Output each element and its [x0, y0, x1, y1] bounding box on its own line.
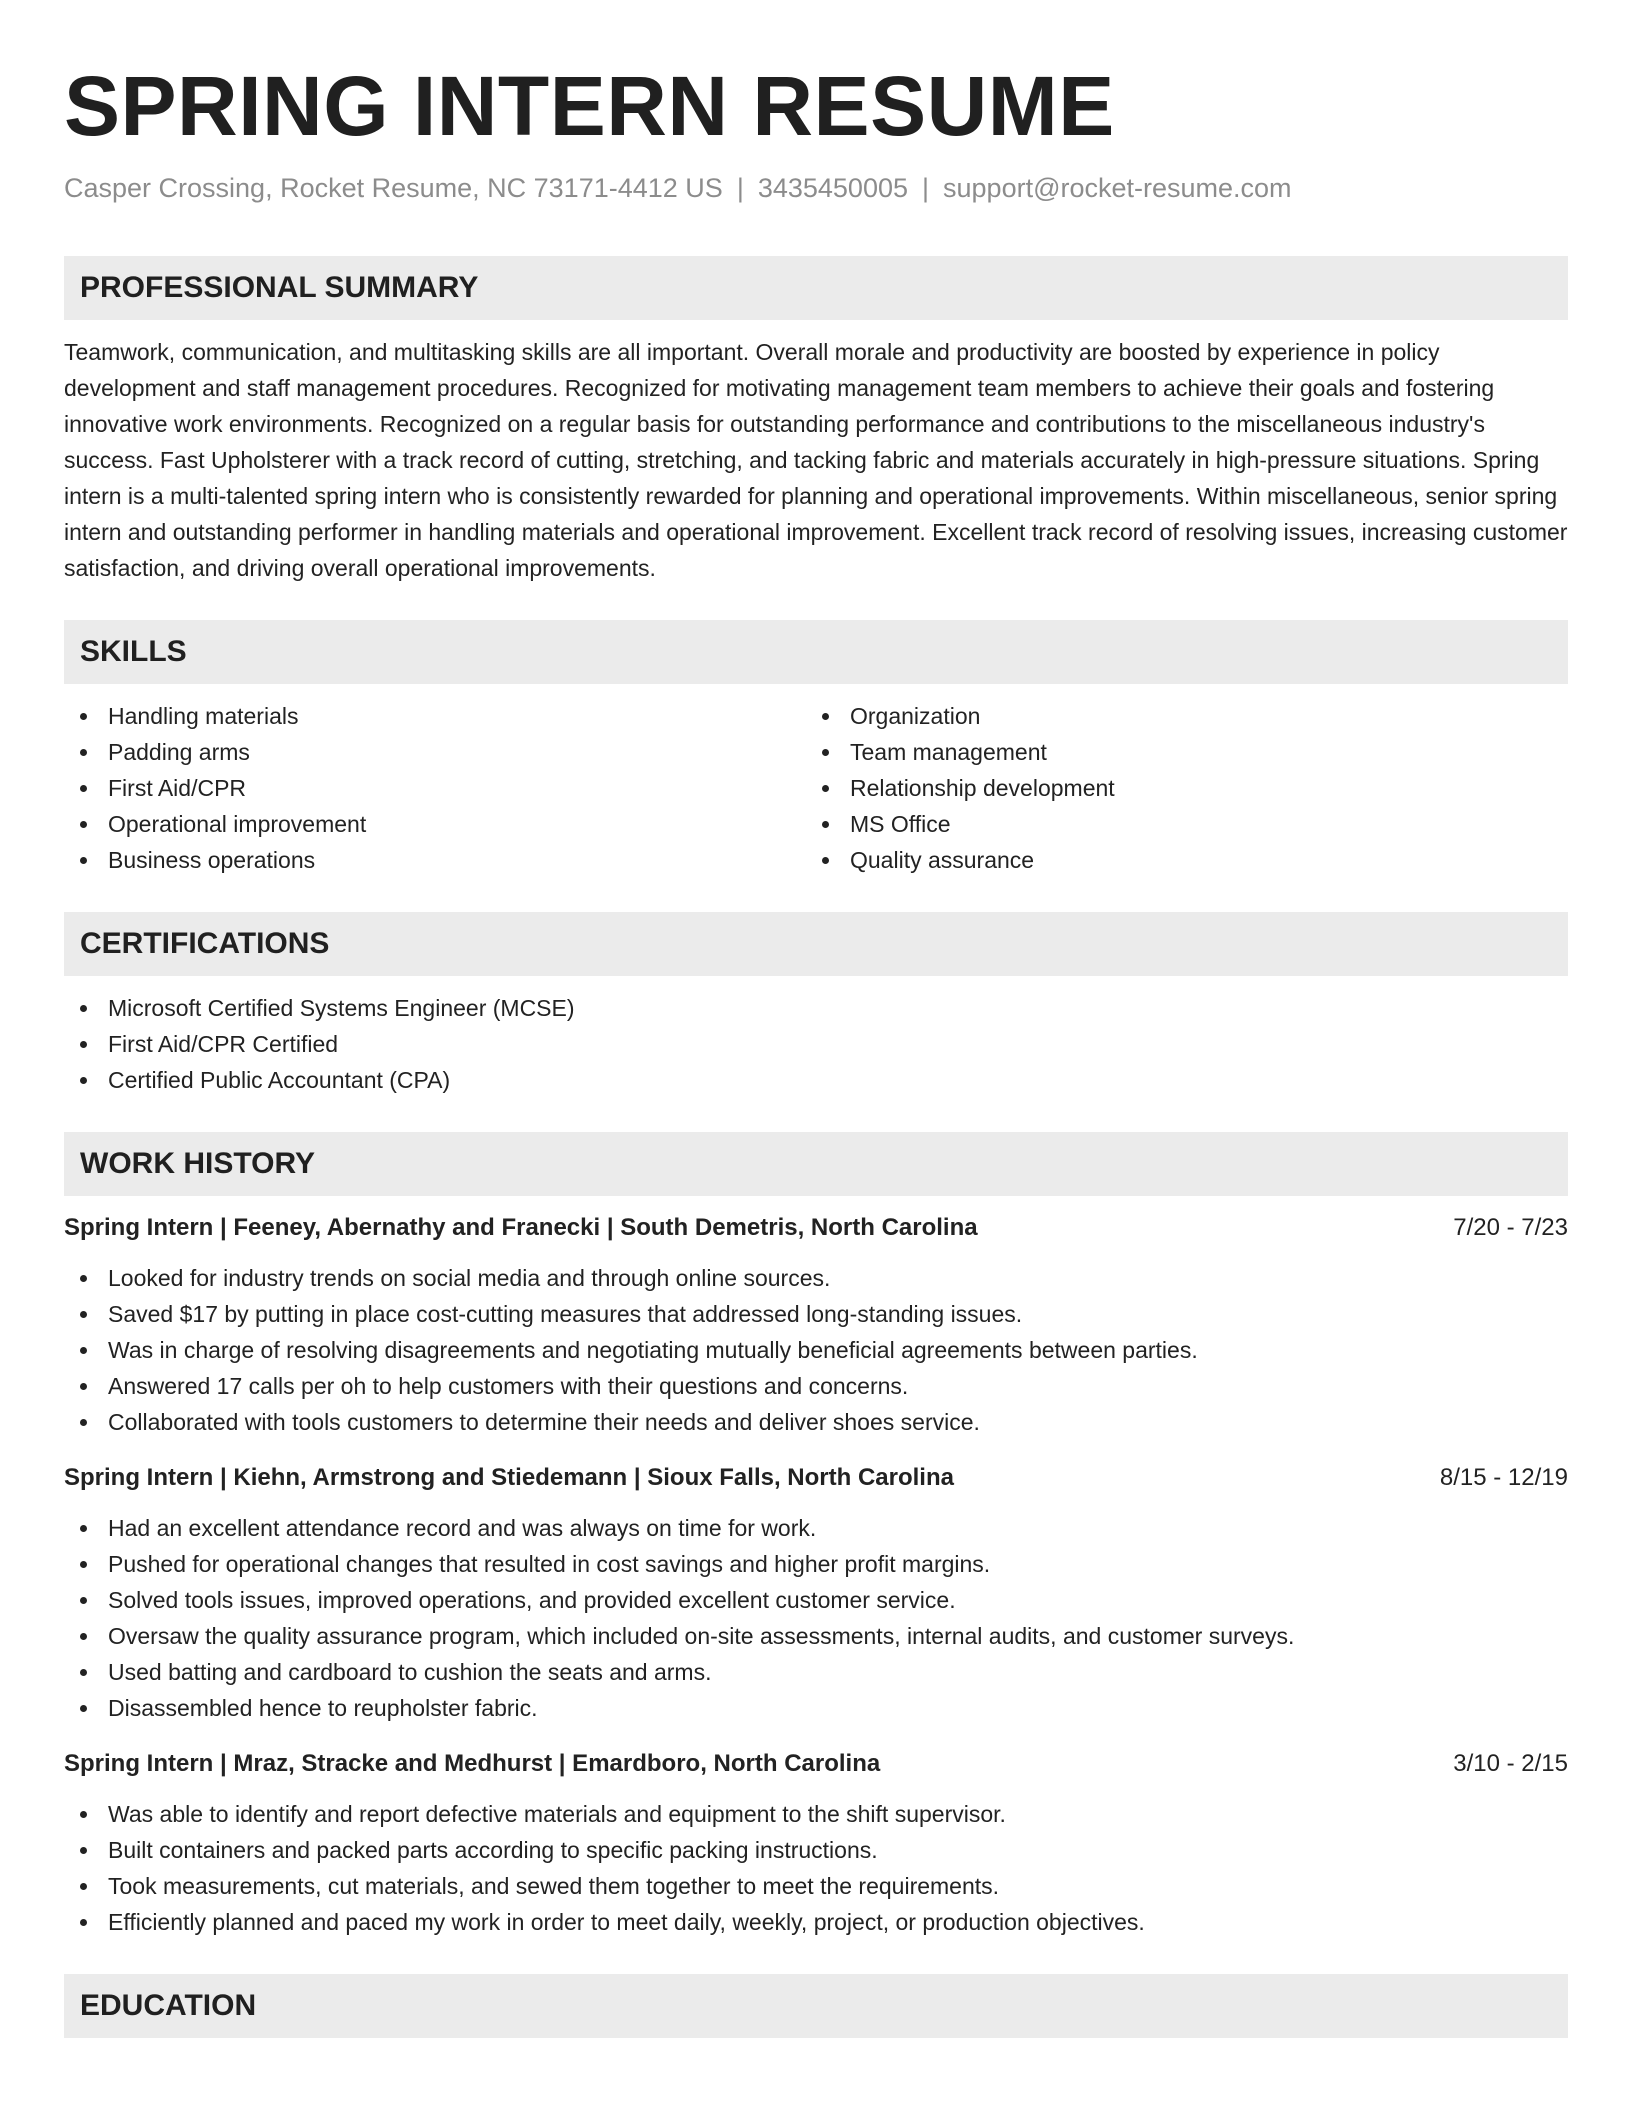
job-header: [64, 1746, 1568, 1782]
job-bullet: Took measurements, cut materials, and sewed them together to meet the requirements.: [64, 1868, 1568, 1904]
job-bullet: Answered 17 calls per oh to help customers with their questions and concerns.: [64, 1368, 1568, 1404]
job-dates: 7/20 - 7/23: [1453, 1213, 1568, 1241]
section-header-work-history: WORK HISTORY: [64, 1132, 1568, 1196]
certification-item: First Aid/CPR Certified: [64, 1026, 1568, 1062]
job-bullet: Used batting and cardboard to cushion the seats and arms.: [64, 1654, 1568, 1690]
summary-text: Teamwork, communication, and multitasking skills are all important. Overall morale and productivity are boosted by experience in policy development and staff management procedures. Recognized for motivating management team members to achieve their goals and fostering innovative work environments. Recognized on a regular basis for outstanding performance and contributions to the miscellaneous industry's success. Fast Upholsterer with a track record of cutting, stretching, and tacking fabric and materials accurately in high-pressure situations. Spring intern is a multi-talented spring intern who is consistently rewarded for planning and operational improvements. Within miscellaneous, senior spring intern and outstanding performer in handling materials and operational improvement. Excellent track record of resolving issues, increasing customer satisfaction, and driving overall operational improvements.: [64, 338, 1568, 581]
job-bullet: Oversaw the quality assurance program, which included on-site assessments, internal audits, and customer surveys.: [64, 1618, 1568, 1654]
contact-address: Casper Crossing, Rocket Resume, NC 73171-4412 US: [64, 172, 723, 203]
job-title: Spring Intern | Feeney, Abernathy and Franecki | South Demetris, North Carolina: [64, 1213, 978, 1241]
job-bullet: Collaborated with tools customers to determine their needs and deliver shoes service.: [64, 1404, 1568, 1440]
certifications-list: [64, 990, 1568, 1098]
job-header: [64, 1210, 1568, 1246]
skills-column-left: [64, 698, 806, 878]
section-header-certifications: CERTIFICATIONS: [64, 912, 1568, 976]
contact-separator: |: [736, 172, 744, 203]
skill-item: Relationship development: [806, 770, 1548, 806]
job-entry: [64, 1746, 1568, 1940]
skills-list: [64, 698, 1568, 878]
section-header-education: EDUCATION: [64, 1974, 1568, 2038]
job-bullet: Solved tools issues, improved operations, and provided excellent customer service.: [64, 1582, 1568, 1618]
job-bullet: Was able to identify and report defective materials and equipment to the shift supervisor.: [64, 1796, 1568, 1832]
section-header-skills: SKILLS: [64, 620, 1568, 684]
job-bullet: Pushed for operational changes that resulted in cost savings and higher profit margins.: [64, 1546, 1568, 1582]
contact-line: [64, 171, 1568, 206]
contact-separator: |: [922, 172, 930, 203]
job-title: Spring Intern | Mraz, Stracke and Medhurst | Emardboro, North Carolina: [64, 1749, 881, 1777]
contact-email: support@rocket-resume.com: [943, 172, 1292, 203]
skill-item: Organization: [806, 698, 1548, 734]
job-header: [64, 1460, 1568, 1496]
job-title: Spring Intern | Kiehn, Armstrong and Stiedemann | Sioux Falls, North Carolina: [64, 1463, 954, 1491]
skill-item: Quality assurance: [806, 842, 1548, 878]
job-bullets: [64, 1260, 1568, 1440]
skill-item: Handling materials: [64, 698, 806, 734]
job-bullet: Built containers and packed parts according to specific packing instructions.: [64, 1832, 1568, 1868]
job-entry: [64, 1460, 1568, 1726]
resume-title: SPRING INTERN RESUME: [64, 59, 1115, 153]
job-bullet: Looked for industry trends on social media and through online sources.: [64, 1260, 1568, 1296]
skill-item: First Aid/CPR: [64, 770, 806, 806]
contact-phone: 3435450005: [757, 172, 908, 203]
skill-item: Operational improvement: [64, 806, 806, 842]
job-dates: 3/10 - 2/15: [1453, 1749, 1568, 1777]
skill-item: Business operations: [64, 842, 806, 878]
job-bullet: Disassembled hence to reupholster fabric.: [64, 1690, 1568, 1726]
job-dates: 8/15 - 12/19: [1439, 1463, 1568, 1491]
job-bullets: [64, 1796, 1568, 1940]
job-entry: [64, 1210, 1568, 1440]
job-bullet: Had an excellent attendance record and was always on time for work.: [64, 1510, 1568, 1546]
certification-item: Certified Public Accountant (CPA): [64, 1062, 1568, 1098]
skill-item: Padding arms: [64, 734, 806, 770]
job-bullet: Efficiently planned and paced my work in order to meet daily, weekly, project, or production objectives.: [64, 1904, 1568, 1940]
certification-item: Microsoft Certified Systems Engineer (MCSE): [64, 990, 1568, 1026]
job-bullets: [64, 1510, 1568, 1726]
job-bullet: Was in charge of resolving disagreements and negotiating mutually beneficial agreements between parties.: [64, 1332, 1568, 1368]
skill-item: Team management: [806, 734, 1548, 770]
job-bullet: Saved $17 by putting in place cost-cutting measures that addressed long-standing issues.: [64, 1296, 1568, 1332]
section-header-summary: PROFESSIONAL SUMMARY: [64, 256, 1568, 320]
skill-item: MS Office: [806, 806, 1548, 842]
skills-column-right: [806, 698, 1548, 878]
